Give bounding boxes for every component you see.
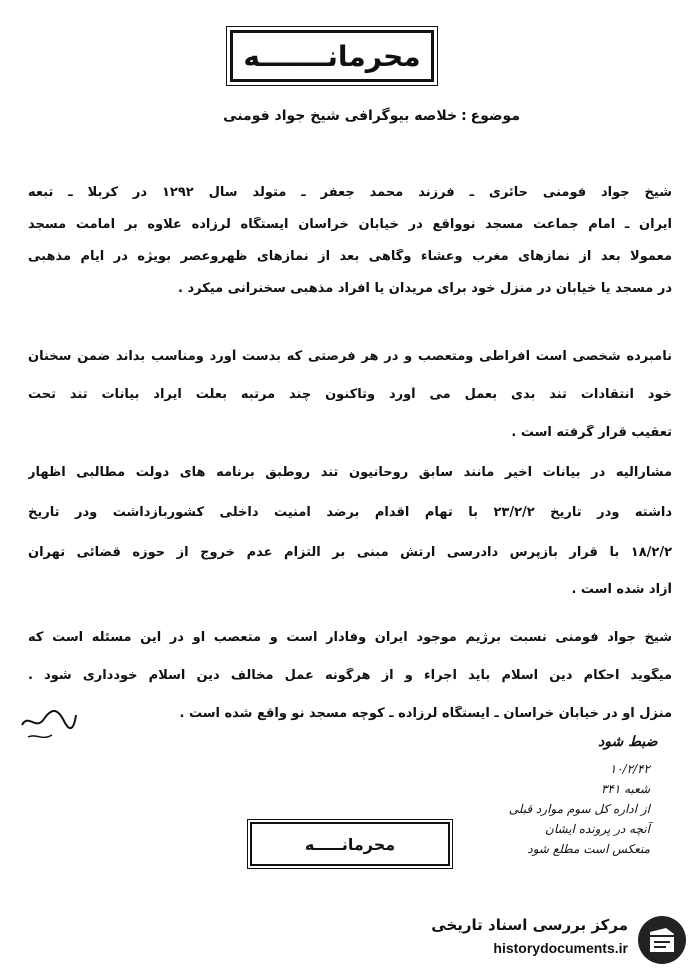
handwritten-notes xyxy=(470,762,650,862)
body-line: ایران ـ امام جماعت مسجد نوواقع در خیابان خراسان ایستگاه لرزاده علاوه بر امامت مسجد xyxy=(28,217,672,232)
body-line: خود انتقادات تند بدی بعمل می آورد وتاکنون چند مرتبه بعلت ایراد بیانات تند تحت xyxy=(28,387,672,402)
handwritten-line: ۱۰/۲/۴۲ xyxy=(609,762,650,776)
subject-colon: : xyxy=(461,108,467,124)
body-line: منزل او در خیابان خراسان ـ ایستگاه لرزاده ـ کوچه مسجد نو واقع شده است . xyxy=(179,706,672,721)
margin-handwritten-note: ضبط شود xyxy=(598,734,658,750)
body-line: معمولا بعد از نمازهای مغرب وعشاء وگاهی بعد از نمازهای ظهروعصر بویژه در ایام مذهبی xyxy=(28,249,672,264)
body-line: مشارالیه در بیانات اخیر مانند سابق روحانیون تند روطبق برنامه های دولت مطالبی اظهار xyxy=(28,465,672,480)
body-line: شیخ جواد فومنی حائری ـ فرزند محمد جعفر ـ متولد سال ۱۲۹۲ در کربلا ـ تبعه xyxy=(28,185,672,200)
subject-text: خلاصه بیوگرافی شیخ جواد فومنی xyxy=(223,108,458,124)
body-line: نامبرده شخصی است افراطی ومتعصب و در هر فرصتی که بدست آورد ومناسب بداند ضمن سخنان xyxy=(28,349,672,364)
handwritten-line: منعکس است مطلع شود xyxy=(527,842,650,856)
watermark-url: historydocuments.ir xyxy=(493,940,628,956)
stamp-label: محرمانـــــه xyxy=(304,834,396,854)
body-line: ۱۸/۲/۲ با قرار بازپرس دادرسی ارتش مبنی بر التزام عدم خروج از حوزه قضائی تهران xyxy=(28,545,672,560)
classification-label: محرمانـــــــه xyxy=(243,39,421,73)
handwritten-line: آنچه در پرونده ایشان xyxy=(545,822,650,836)
signature-scribble xyxy=(18,695,80,743)
classification-stamp xyxy=(250,822,450,866)
archive-folder-icon xyxy=(636,914,688,966)
watermark xyxy=(418,912,690,968)
handwritten-line: شعبه ۳۴۱ xyxy=(600,782,650,796)
body-line: آزاد شده است . xyxy=(571,582,672,597)
body-line: داشته ودر تاریخ ۲۳/۲/۲ با تهام اقدام برضد امنیت داخلی کشوربازداشت ودر تاریخ xyxy=(28,505,672,520)
watermark-title: مرکز بررسی اسناد تاریخی xyxy=(431,916,628,934)
subject-label: موضوع xyxy=(470,108,520,124)
handwritten-line: از اداره کل سوم موارد قبلی xyxy=(508,802,650,816)
body-line: میگوید احکام دین اسلام باید اجراء و از هرگونه عمل مخالف دین اسلام خودداری شود . xyxy=(28,668,672,683)
body-line: در مسجد یا خیابان در منزل خود برای مریدان یا افراد مذهبی سخنرانی میکرد . xyxy=(178,281,672,296)
body-line: شیخ جواد فومنی نسبت برژیم موجود ایران وفادار است و متعصب او در این مسئله است که xyxy=(28,630,672,645)
subject-line xyxy=(223,108,520,124)
body-line: تعقیب قرار گرفته است . xyxy=(511,425,672,440)
classification-box xyxy=(230,30,434,82)
